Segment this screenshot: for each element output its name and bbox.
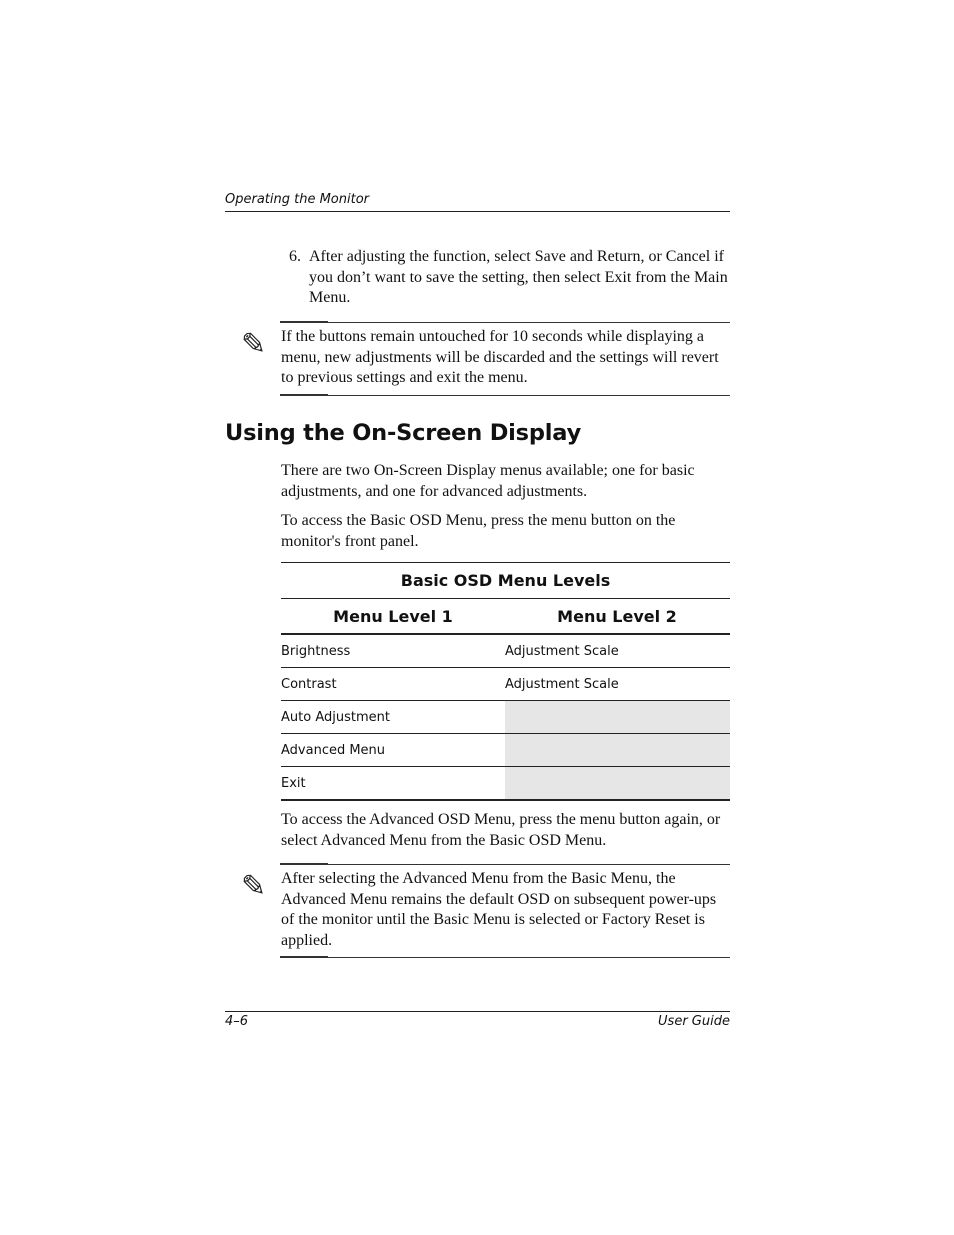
- table-row: [281, 734, 730, 766]
- table-caption: Basic OSD Menu Levels: [400, 571, 611, 590]
- section-title: Using the On-Screen Display: [225, 420, 582, 446]
- table-cell: Auto Adjustment: [281, 709, 390, 725]
- note-bottom-rule: [280, 395, 730, 396]
- note-top-rule: [280, 322, 730, 323]
- table-row: [281, 668, 730, 700]
- page-number: 4–6: [225, 1014, 249, 1029]
- table-row: [281, 701, 730, 733]
- table-cell-shaded: [505, 734, 730, 766]
- table-bottom-rule: [281, 799, 730, 801]
- doc-title: User Guide: [658, 1014, 730, 1029]
- table-cell: Brightness: [281, 643, 351, 659]
- table-cell: Adjustment Scale: [505, 676, 619, 692]
- table-header-level-1: Menu Level 1: [333, 606, 453, 626]
- table-cell-shaded: [505, 767, 730, 799]
- pencil-note-icon: ✎: [241, 870, 267, 903]
- pencil-note-icon: ✎: [241, 328, 267, 361]
- table-cell: Adjustment Scale: [505, 643, 619, 659]
- table-header-row: [281, 599, 730, 633]
- table-row: [281, 767, 730, 799]
- step-number: 6.: [289, 248, 301, 265]
- running-head: Operating the Monitor: [225, 192, 370, 207]
- basic-osd-paragraph: To access the Basic OSD Menu, press the menu button on the monitor's front panel.: [281, 512, 676, 550]
- step-6: [289, 247, 734, 309]
- advanced-osd-paragraph: To access the Advanced OSD Menu, press the menu button again, or select Advanced Menu from the Basic OSD Menu.: [281, 811, 721, 849]
- note-top-rule: [280, 864, 730, 865]
- table-header-level-2: Menu Level 2: [557, 606, 677, 626]
- table-row: [281, 635, 730, 667]
- header-rule: [225, 211, 730, 212]
- step-text: After adjusting the function, select Save and Return, or Cancel if you don’t want to save the setting, then select Exit from the Main Menu.: [309, 248, 728, 306]
- osd-menu-table: [281, 562, 730, 801]
- table-cell-shaded: [505, 701, 730, 733]
- note-text: After selecting the Advanced Menu from the Basic Menu, the Advanced Menu remains the default OSD on subsequent power-ups of the monitor until the Basic Menu is selected or Factory Reset is applied.: [281, 870, 717, 949]
- table-cell: Advanced Menu: [281, 742, 386, 758]
- footer-rule: [225, 1011, 730, 1012]
- intro-paragraph: There are two On-Screen Display menus available; one for basic adjustments, and one for advanced adjustments.: [281, 462, 695, 500]
- table-cell: Exit: [281, 775, 306, 791]
- note-text: If the buttons remain untouched for 10 seconds while displaying a menu, new adjustments will be discarded and the settings will revert to previous settings and exit the menu.: [281, 328, 719, 386]
- table-cell: Contrast: [281, 676, 337, 692]
- note-bottom-rule: [280, 957, 730, 958]
